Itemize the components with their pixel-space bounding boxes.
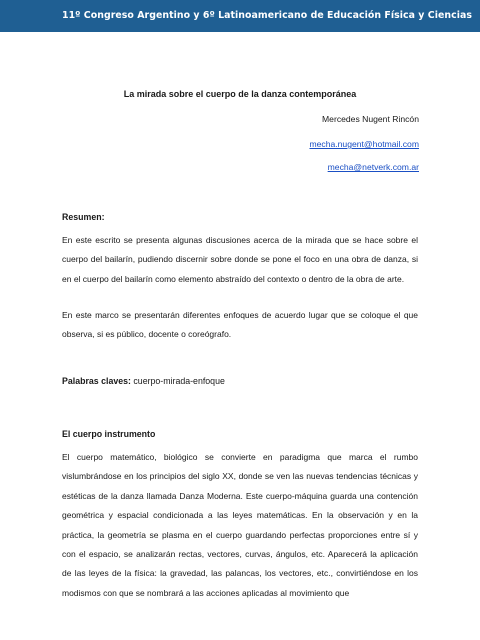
paper-page xyxy=(62,0,418,640)
section-heading: El cuerpo instrumento xyxy=(62,429,156,439)
conference-banner-title: 11º Congreso Argentino y 6º Latinoamericano de Educación Física y Ciencias xyxy=(62,10,472,21)
author-email-link-1[interactable]: mecha.nugent@hotmail.com xyxy=(309,139,419,149)
author-name: Mercedes Nugent Rincón xyxy=(322,114,419,124)
keywords-label: Palabras claves: xyxy=(62,376,131,386)
section-paragraph: El cuerpo matemático, biológico se convierte en paradigma que marca el rumbo vislumbrándose en los principios del siglo XX, donde se ven las nuevas tendencias técnicas y estéticas de la danza llamada Danza Moderna. Este cuerpo-máquina guarda una contención geométrica y espacial condicionada a las leyes matemáticas. En la observación y en la práctica, la geometría se plasma en el cuerpo guardando perfectas proporciones entre sí y con el espacio, se analizarán rectas, vectores, curvas, ángulos, etc. Aparecerá la aplicación de las leyes de la física: la gravedad, las palancas, los vectores, etc., convirtiéndose en los modismos con que se nombrará a las acciones aplicadas al movimiento que xyxy=(62,452,418,598)
abstract-paragraph-2: En este marco se presentarán diferentes enfoques de acuerdo lugar que se coloque el que observa, si es público, docente o coreógrafo. xyxy=(62,310,418,340)
author-email-link-2[interactable]: mecha@netverk.com.ar xyxy=(327,162,419,172)
abstract-heading: Resumen: xyxy=(62,212,105,222)
keywords-value: cuerpo-mirada-enfoque xyxy=(130,376,225,386)
paper-title: La mirada sobre el cuerpo de la danza contemporánea xyxy=(123,89,357,99)
abstract-paragraph-1: En este escrito se presenta algunas discusiones acerca de la mirada que se hace sobre el cuerpo del bailarín, pudiendo discernir sobre donde se pone el foco en una obra de danza, si en el cuerpo del bailarín como elemento abstraído del contexto o dentro de la obra de arte. xyxy=(62,235,418,284)
keywords-line xyxy=(62,376,225,386)
